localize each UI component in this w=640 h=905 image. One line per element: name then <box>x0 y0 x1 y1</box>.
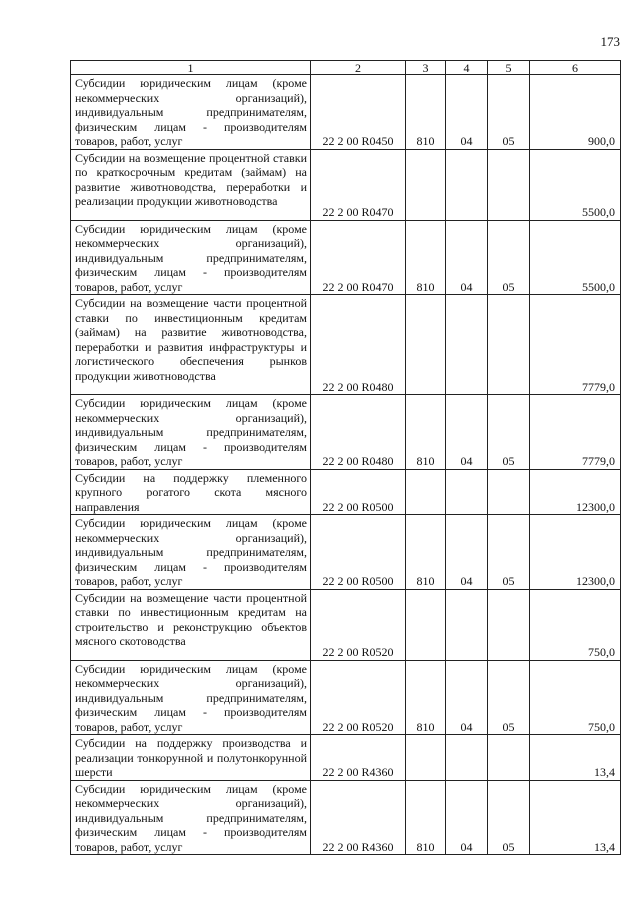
row-code: 22 2 00 R0500 <box>311 515 406 590</box>
row-code: 22 2 00 R0520 <box>311 660 406 735</box>
row-col4 <box>446 469 488 515</box>
table-row <box>71 395 621 470</box>
table-row <box>71 589 621 660</box>
row-code: 22 2 00 R0470 <box>311 220 406 295</box>
row-description: Субсидии юридическим лицам (кроме некоммерческих организаций), индивидуальным предпринимателям, физическим лицам - производителям товаров, работ, услуг <box>71 515 311 590</box>
row-code: 22 2 00 R4360 <box>311 780 406 855</box>
row-col3: 810 <box>406 515 446 590</box>
row-description: Субсидии на возмещение части процентной ставки по инвестиционным кредитам (займам) на развитие животноводства, переработки и развития инфраструктуры и логистического обеспечения рынков продукции животноводства <box>71 295 311 395</box>
table-row <box>71 220 621 295</box>
row-code: 22 2 00 R0480 <box>311 295 406 395</box>
row-col3: 810 <box>406 395 446 470</box>
table-row <box>71 149 621 220</box>
row-amount: 5500,0 <box>530 149 621 220</box>
row-col5: 05 <box>488 660 530 735</box>
row-col3: 810 <box>406 780 446 855</box>
table-row <box>71 780 621 855</box>
table-row <box>71 515 621 590</box>
row-col4: 04 <box>446 395 488 470</box>
table-row <box>71 735 621 781</box>
row-col5: 05 <box>488 780 530 855</box>
row-description: Субсидии юридическим лицам (кроме некоммерческих организаций), индивидуальным предпринимателям, физическим лицам - производителям товаров, работ, услуг <box>71 660 311 735</box>
row-amount: 13,4 <box>530 735 621 781</box>
row-col4 <box>446 149 488 220</box>
row-code: 22 2 00 R0470 <box>311 149 406 220</box>
col-header-5: 5 <box>488 61 530 75</box>
row-code: 22 2 00 R0500 <box>311 469 406 515</box>
row-col5: 05 <box>488 75 530 150</box>
row-description: Субсидии юридическим лицам (кроме некоммерческих организаций), индивидуальным предпринимателям, физическим лицам - производителям товаров, работ, услуг <box>71 395 311 470</box>
col-header-6: 6 <box>530 61 621 75</box>
header-row <box>71 61 621 75</box>
row-amount: 13,4 <box>530 780 621 855</box>
row-col4: 04 <box>446 780 488 855</box>
table-row <box>71 660 621 735</box>
row-col4: 04 <box>446 75 488 150</box>
row-amount: 750,0 <box>530 660 621 735</box>
row-code: 22 2 00 R0520 <box>311 589 406 660</box>
row-code: 22 2 00 R0450 <box>311 75 406 150</box>
row-col5 <box>488 589 530 660</box>
row-description: Субсидии юридическим лицам (кроме некоммерческих организаций), индивидуальным предпринимателям, физическим лицам - производителям товаров, работ, услуг <box>71 780 311 855</box>
row-code: 22 2 00 R0480 <box>311 395 406 470</box>
table-row <box>71 469 621 515</box>
row-description: Субсидии на поддержку производства и реализации тонкорунной и полутонкорунной шерсти <box>71 735 311 781</box>
row-amount: 750,0 <box>530 589 621 660</box>
table-row <box>71 75 621 150</box>
col-header-3: 3 <box>406 61 446 75</box>
row-description: Субсидии юридическим лицам (кроме некоммерческих организаций), индивидуальным предпринимателям, физическим лицам - производителям товаров, работ, услуг <box>71 75 311 150</box>
row-col4 <box>446 735 488 781</box>
row-code: 22 2 00 R4360 <box>311 735 406 781</box>
page-number: 173 <box>600 34 620 49</box>
row-col4: 04 <box>446 660 488 735</box>
row-amount: 12300,0 <box>530 515 621 590</box>
row-description: Субсидии на возмещение части процентной ставки по инвестиционным кредитам на строительство и реконструкцию объектов мясного скотоводства <box>71 589 311 660</box>
row-col3: 810 <box>406 75 446 150</box>
row-col5 <box>488 735 530 781</box>
row-col3 <box>406 469 446 515</box>
row-col3: 810 <box>406 660 446 735</box>
row-description: Субсидии на поддержку племенного крупного рогатого скота мясного направления <box>71 469 311 515</box>
row-col3: 810 <box>406 220 446 295</box>
row-amount: 12300,0 <box>530 469 621 515</box>
row-col4 <box>446 295 488 395</box>
row-description: Субсидии на возмещение процентной ставки по краткосрочным кредитам (займам) на развитие животноводства, переработки и реализации продукции животноводства <box>71 149 311 220</box>
row-col3 <box>406 149 446 220</box>
row-col3 <box>406 295 446 395</box>
row-amount: 5500,0 <box>530 220 621 295</box>
row-col5 <box>488 469 530 515</box>
row-amount: 7779,0 <box>530 395 621 470</box>
row-col3 <box>406 589 446 660</box>
row-col5 <box>488 295 530 395</box>
row-col4 <box>446 589 488 660</box>
row-col4: 04 <box>446 220 488 295</box>
col-header-2: 2 <box>311 61 406 75</box>
row-col5 <box>488 149 530 220</box>
table-row <box>71 295 621 395</box>
row-col5: 05 <box>488 220 530 295</box>
row-col5: 05 <box>488 515 530 590</box>
row-col5: 05 <box>488 395 530 470</box>
row-amount: 900,0 <box>530 75 621 150</box>
row-col3 <box>406 735 446 781</box>
budget-table <box>70 60 621 855</box>
row-col4: 04 <box>446 515 488 590</box>
col-header-4: 4 <box>446 61 488 75</box>
row-description: Субсидии юридическим лицам (кроме некоммерческих организаций), индивидуальным предпринимателям, физическим лицам - производителям товаров, работ, услуг <box>71 220 311 295</box>
row-amount: 7779,0 <box>530 295 621 395</box>
col-header-1: 1 <box>71 61 311 75</box>
